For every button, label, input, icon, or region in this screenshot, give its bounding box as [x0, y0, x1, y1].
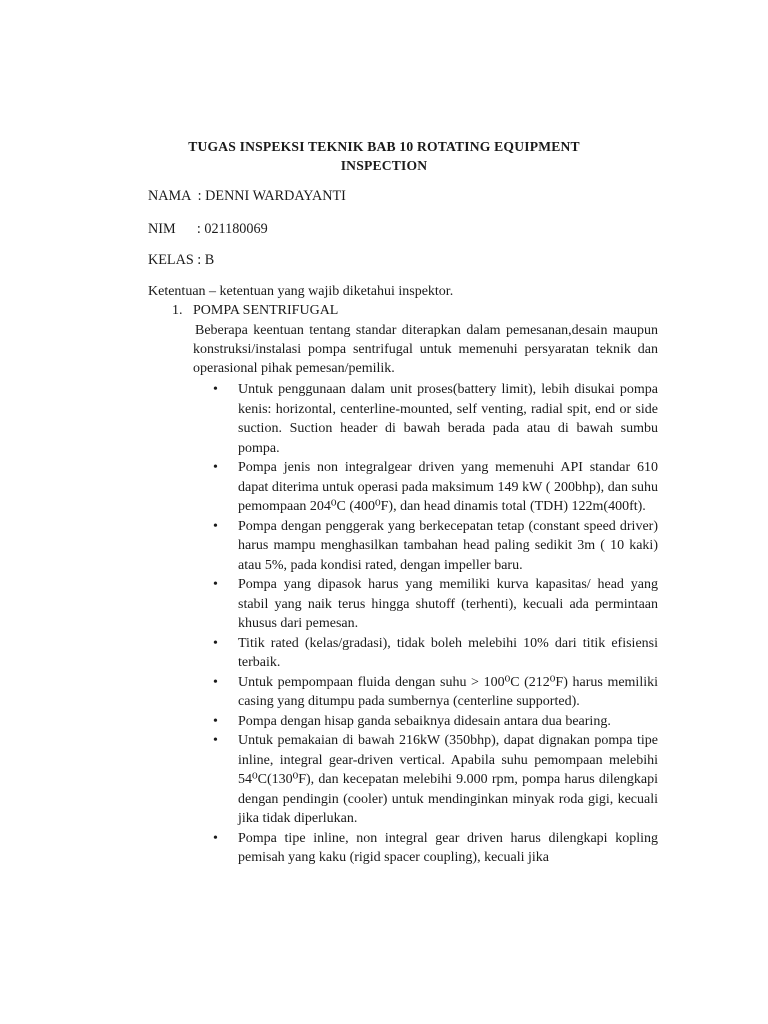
list-item [210, 575, 658, 634]
section-title: POMPA SENTRIFUGAL [193, 303, 339, 318]
list-item [210, 673, 658, 712]
title-line-1: TUGAS INSPEKSI TEKNIK BAB 10 ROTATING EQUIPMENT [188, 139, 580, 154]
field-kelas: KELAS : B [148, 252, 215, 268]
list-item [210, 458, 658, 517]
list-item-text: Titik rated (kelas/gradasi), tidak boleh melebihi 10% dari titik efisiensi terbaik. [238, 635, 658, 670]
bullet-list [210, 380, 658, 868]
bullet-icon: • [213, 518, 218, 534]
document-title [148, 138, 620, 175]
list-item [210, 517, 658, 576]
list-item-text: Pompa jenis non integralgear driven yang memenuhi API standar 610 dapat diterima untuk operasi pada maksimum 149 kW ( 200bhp), dan suhu pemompaan 204⁰C (400⁰F), dan head dinamis total (TDH) 122m(400ft). [238, 460, 658, 514]
list-item [210, 634, 658, 673]
bullet-icon: • [213, 460, 218, 475]
list-item-text: Untuk pemakaian di bawah 216kW (350bhp), dapat dignakan pompa tipe inline, integral gear-driven vertical. Apabila suhu pemompaan melebihi 54⁰C(130⁰F), dan kecepatan melebihi 9.000 rpm, pompa harus dilengkapi dengan pendingin (cooler) untuk mendinginkan minyak roda gigi, kecuali jika tidak diperlukan. [238, 733, 658, 826]
list-item [210, 731, 658, 829]
list-item-text: Pompa tipe inline, non integral gear driven harus dilengkapi kopling pemisah yang kaku (rigid spacer coupling), kecuali jika [238, 830, 658, 865]
section-paragraph: Beberapa keentuan tentang standar diterapkan dalam pemesanan,desain maupun konstruksi/instalasi pompa sentrifugal untuk memenuhi persyaratan teknik dan operasional pihak pemesan/pemilik. [193, 323, 658, 376]
field-nama: NAMA : DENNI WARDAYANTI [148, 188, 346, 204]
bullet-icon: • [213, 382, 218, 397]
bullet-icon: • [213, 713, 218, 729]
list-item-text: Pompa dengan hisap ganda sebaiknya didesain antara dua bearing. [238, 713, 611, 729]
list-item [210, 712, 658, 732]
section-number: 1. [172, 303, 183, 318]
list-item-text: Pompa dengan penggerak yang berkecepatan tetap (constant speed driver) harus mampu menghasilkan tambahan head paling sedikit 3m ( 10 kaki) atau 5%, pada kondisi rated, dengan impeller baru. [238, 518, 658, 573]
intro-text: Ketentuan – ketentuan yang wajib diketahui inspektor. [148, 284, 454, 299]
title-line-2: INSPECTION [340, 157, 428, 173]
bullet-icon: • [213, 577, 218, 592]
list-item [210, 829, 658, 868]
list-item-text: Untuk penggunaan dalam unit proses(battery limit), lebih disukai pompa kenis: horizontal, centerline-mounted, self venting, radial spit, end or side suction. Suction header di bawah berada pada atau di bawah sumbu pompa. [238, 382, 658, 456]
list-item-text: Untuk pempompaan fluida dengan suhu > 100⁰C (212⁰F) harus memiliki casing yang ditumpu pada sumbernya (centerline supported). [238, 674, 658, 709]
bullet-icon: • [213, 830, 218, 846]
bullet-icon: • [213, 635, 218, 651]
bullet-icon: • [213, 674, 218, 690]
field-nim: NIM : 021180069 [148, 221, 268, 237]
list-item-text: Pompa yang dipasok harus yang memiliki kurva kapasitas/ head yang stabil yang naik terus hingga shutoff (terhenti), kecuali ada permintaan khusus dari pemesan. [238, 577, 658, 631]
bullet-icon: • [213, 733, 218, 748]
list-item [210, 380, 658, 458]
